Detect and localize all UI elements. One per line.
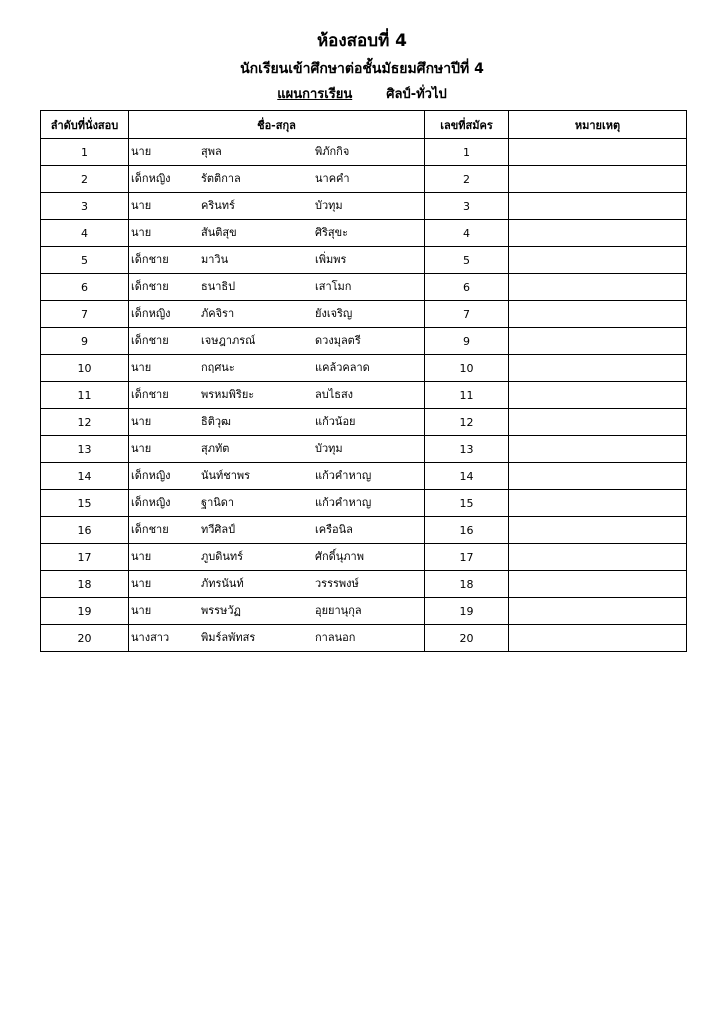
table-row <box>41 571 687 598</box>
name-prefix: เด็กชาย <box>131 280 169 293</box>
first-name: ทวีศิลป์ <box>201 523 236 536</box>
seat-number: 5 <box>41 247 129 274</box>
seat-number: 11 <box>41 382 129 409</box>
first-name: พิมร์ลพัทสร <box>201 631 256 644</box>
seat-number: 14 <box>41 463 129 490</box>
remark-cell <box>509 139 687 166</box>
last-name: พิภักกิจ <box>315 145 350 158</box>
student-name <box>129 328 425 355</box>
application-number: 3 <box>425 193 509 220</box>
first-name: เจษฎาภรณ์ <box>201 334 256 347</box>
name-prefix: นาย <box>131 550 152 563</box>
application-number: 4 <box>425 220 509 247</box>
student-name <box>129 382 425 409</box>
remark-cell <box>509 598 687 625</box>
last-name: บัวทุม <box>315 199 343 212</box>
seat-number: 18 <box>41 571 129 598</box>
remark-cell <box>509 355 687 382</box>
student-name <box>129 355 425 382</box>
first-name: สุภทัต <box>201 442 230 455</box>
name-prefix: นาย <box>131 415 152 428</box>
seat-number: 20 <box>41 625 129 652</box>
seat-number: 16 <box>41 517 129 544</box>
table-row <box>41 436 687 463</box>
table-row <box>41 598 687 625</box>
student-name <box>129 220 425 247</box>
table-row <box>41 139 687 166</box>
first-name: พรหมพิริยะ <box>201 388 255 401</box>
seat-number: 3 <box>41 193 129 220</box>
application-number: 20 <box>425 625 509 652</box>
student-name <box>129 544 425 571</box>
name-prefix: เด็กชาย <box>131 388 169 401</box>
seat-number: 12 <box>41 409 129 436</box>
name-prefix: เด็กหญิง <box>131 469 171 482</box>
name-prefix: นาย <box>131 577 152 590</box>
seat-number: 15 <box>41 490 129 517</box>
last-name: ศักดิ์นุภาพ <box>315 550 364 563</box>
table-row <box>41 544 687 571</box>
table-row <box>41 463 687 490</box>
remark-cell <box>509 463 687 490</box>
name-prefix: เด็กชาย <box>131 334 169 347</box>
remark-cell <box>509 490 687 517</box>
last-name: ยังเจริญ <box>315 307 353 320</box>
name-prefix: นาย <box>131 226 152 239</box>
application-number: 11 <box>425 382 509 409</box>
name-prefix: นาย <box>131 199 152 212</box>
last-name: แก้วคำหาญ <box>315 496 372 509</box>
first-name: สันติสุข <box>201 226 237 239</box>
last-name: ดวงมุลตรี <box>315 334 361 347</box>
table-row <box>41 355 687 382</box>
student-name <box>129 166 425 193</box>
student-roster-table <box>40 110 687 652</box>
first-name: ธนาธิป <box>201 280 236 293</box>
table-row <box>41 166 687 193</box>
last-name: ศิริสุขะ <box>315 226 349 239</box>
page-subtitle: นักเรียนเข้าศึกษาต่อชั้นมัธยมศึกษาปีที่ 4 <box>240 61 484 77</box>
application-number: 10 <box>425 355 509 382</box>
first-name: ครินทร์ <box>201 199 235 212</box>
application-number: 15 <box>425 490 509 517</box>
table-row <box>41 409 687 436</box>
column-header-remark: หมายเหตุ <box>509 111 687 139</box>
seat-number: 2 <box>41 166 129 193</box>
last-name: อุยยานุกุล <box>315 604 362 617</box>
application-number: 19 <box>425 598 509 625</box>
student-name <box>129 517 425 544</box>
first-name: มาวิน <box>201 253 229 266</box>
last-name: บัวทุม <box>315 442 343 455</box>
last-name: ลบไธสง <box>315 388 354 401</box>
remark-cell <box>509 625 687 652</box>
seat-number: 9 <box>41 328 129 355</box>
remark-cell <box>509 166 687 193</box>
application-number: 16 <box>425 517 509 544</box>
first-name: ภัคจิรา <box>201 307 235 320</box>
last-name: แก้วคำหาญ <box>315 469 372 482</box>
name-prefix: นาย <box>131 442 152 455</box>
student-name <box>129 571 425 598</box>
remark-cell <box>509 571 687 598</box>
remark-cell <box>509 436 687 463</box>
remark-cell <box>509 301 687 328</box>
remark-cell <box>509 247 687 274</box>
application-number: 9 <box>425 328 509 355</box>
last-name: เพิ่มพร <box>315 253 347 266</box>
remark-cell <box>509 382 687 409</box>
last-name: แคล้วคลาด <box>315 361 370 374</box>
last-name: นาคคำ <box>315 172 350 185</box>
application-number: 1 <box>425 139 509 166</box>
table-row <box>41 490 687 517</box>
first-name: ฐานิดา <box>201 496 235 509</box>
first-name: ธิติวุฒ <box>201 415 231 428</box>
application-number: 7 <box>425 301 509 328</box>
column-header-seat: ลำดับที่นั่งสอบ <box>41 111 129 139</box>
application-number: 18 <box>425 571 509 598</box>
last-name: วรรรพงษ์ <box>315 577 359 590</box>
application-number: 14 <box>425 463 509 490</box>
table-row <box>41 193 687 220</box>
seat-number: 13 <box>41 436 129 463</box>
table-row <box>41 301 687 328</box>
student-name <box>129 274 425 301</box>
last-name: กาลนอก <box>315 631 356 644</box>
student-name <box>129 598 425 625</box>
name-prefix: เด็กหญิง <box>131 172 171 185</box>
seat-number: 4 <box>41 220 129 247</box>
application-number: 6 <box>425 274 509 301</box>
table-row <box>41 625 687 652</box>
name-prefix: เด็กชาย <box>131 253 169 266</box>
last-name: เสาโมก <box>315 280 352 293</box>
name-prefix: เด็กชาย <box>131 523 169 536</box>
application-number: 17 <box>425 544 509 571</box>
first-name: สุพล <box>201 145 222 158</box>
first-name: พรรษวัฏ <box>201 604 241 617</box>
name-prefix: เด็กหญิง <box>131 307 171 320</box>
first-name: ภูบดินทร์ <box>201 550 244 563</box>
student-name <box>129 409 425 436</box>
application-number: 2 <box>425 166 509 193</box>
name-prefix: เด็กหญิง <box>131 496 171 509</box>
study-plan-label: แผนการเรียน <box>277 87 353 102</box>
first-name: กฤศนะ <box>201 361 235 374</box>
remark-cell <box>509 220 687 247</box>
seat-number: 10 <box>41 355 129 382</box>
first-name: ภัทรนันท์ <box>201 577 244 590</box>
application-number: 5 <box>425 247 509 274</box>
remark-cell <box>509 544 687 571</box>
student-name <box>129 301 425 328</box>
remark-cell <box>509 274 687 301</box>
column-header-application: เลขที่สมัคร <box>425 111 509 139</box>
student-name <box>129 247 425 274</box>
name-prefix: นาย <box>131 604 152 617</box>
table-row <box>41 274 687 301</box>
student-name <box>129 436 425 463</box>
seat-number: 19 <box>41 598 129 625</box>
seat-number: 7 <box>41 301 129 328</box>
remark-cell <box>509 517 687 544</box>
page-title: ห้องสอบที่ 4 <box>316 31 408 51</box>
student-name <box>129 193 425 220</box>
table-row <box>41 220 687 247</box>
student-name <box>129 490 425 517</box>
remark-cell <box>509 193 687 220</box>
seat-number: 6 <box>41 274 129 301</box>
table-row <box>41 247 687 274</box>
study-plan <box>0 84 724 106</box>
application-number: 12 <box>425 409 509 436</box>
name-prefix: นาย <box>131 361 152 374</box>
remark-cell <box>509 328 687 355</box>
last-name: เครือนิล <box>315 523 353 536</box>
study-plan-value: ศิลป์-ทั่วไป <box>386 87 447 102</box>
student-name <box>129 463 425 490</box>
first-name: นันท์ชาพร <box>201 469 251 482</box>
name-prefix: นาย <box>131 145 152 158</box>
table-body <box>41 139 687 652</box>
last-name: แก้วน้อย <box>315 415 356 428</box>
table-row <box>41 328 687 355</box>
seat-number: 1 <box>41 139 129 166</box>
remark-cell <box>509 409 687 436</box>
application-number: 13 <box>425 436 509 463</box>
seat-number: 17 <box>41 544 129 571</box>
table-row <box>41 382 687 409</box>
student-name <box>129 625 425 652</box>
first-name: รัตติกาล <box>201 172 241 185</box>
student-name <box>129 139 425 166</box>
table-row <box>41 517 687 544</box>
name-prefix: นางสาว <box>131 631 170 644</box>
column-header-name: ชื่อ-สกุล <box>129 111 425 139</box>
table-header-row <box>41 111 687 139</box>
